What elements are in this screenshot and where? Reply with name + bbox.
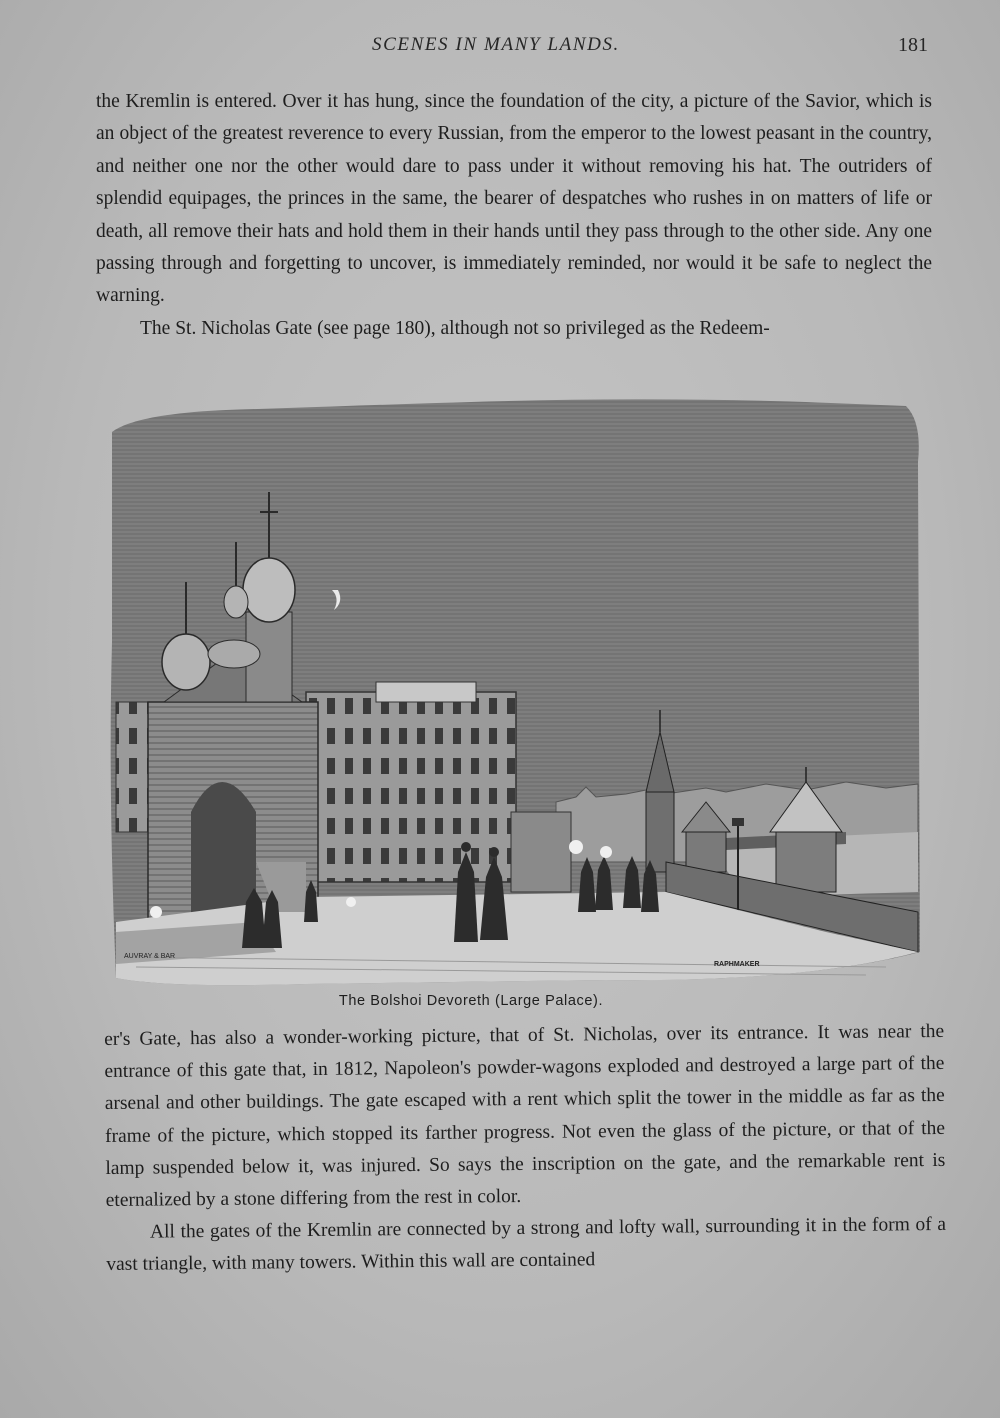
text-block-top [96, 86, 932, 345]
text-block-bottom [104, 1016, 946, 1282]
artist-signature: AUVRAY & BAR [124, 953, 176, 960]
paragraph-kremlin-wall: All the gates of the Kremlin are connected by a strong and lofty wall, surrounding it in the form of a vast triangle, with many towers. Within this wall are contained [106, 1214, 947, 1276]
main-dome [243, 558, 295, 622]
paragraph-st-nicholas-gate: The St. Nicholas Gate (see page 180), although not so privileged as the Redeem- [140, 317, 770, 339]
engraving-illustration [106, 392, 926, 990]
engraving-large-palace [106, 392, 926, 990]
running-title: SCENES IN MANY LANDS. [372, 34, 620, 55]
engraver-signature: RAPHMAKER [714, 961, 760, 968]
figure-caption: The Bolshoi Devoreth (Large Palace). [338, 993, 604, 1009]
paragraph-continued: the Kremlin is entered. Over it has hung, since the foundation of the city, a picture of the Savior, which is an object of the greatest reverence to every Russian, from the emperor to the lowest peasant in the country, and neither one nor the other would dare to pass under it without removing his hat. The outriders of splendid equipages, the princes in the same, the bearer of despatches who rushes in on matters of life or death, all remove their hats and hold them in their hands until they pass through to the other side. Any one passing through and forgetting to uncover, is immediately reminded, nor would it be safe to neglect the warning. [96, 91, 932, 307]
kremlin-tower [776, 832, 836, 892]
running-head [0, 34, 1000, 60]
palace-main [306, 692, 516, 882]
paragraph-redeemers-gate: er's Gate, has also a wonder-working picture, that of St. Nicholas, over its entrance. It was near the entrance of this gate that, in 1812, Napoleon's powder-wagons exploded and destroyed a large part of the arsenal and other buildings. The gate escaped with a rent which split the tower in the middle as far as the frame of the picture, which stopped its farther progress. Not even the glass of the picture, or that of the lamp suspended below it, was injured. So says the inscription on the gate, and the remarkable rent is eternalized by a stone differing from the rest in color. [104, 1020, 946, 1212]
page-number: 181 [898, 34, 928, 56]
